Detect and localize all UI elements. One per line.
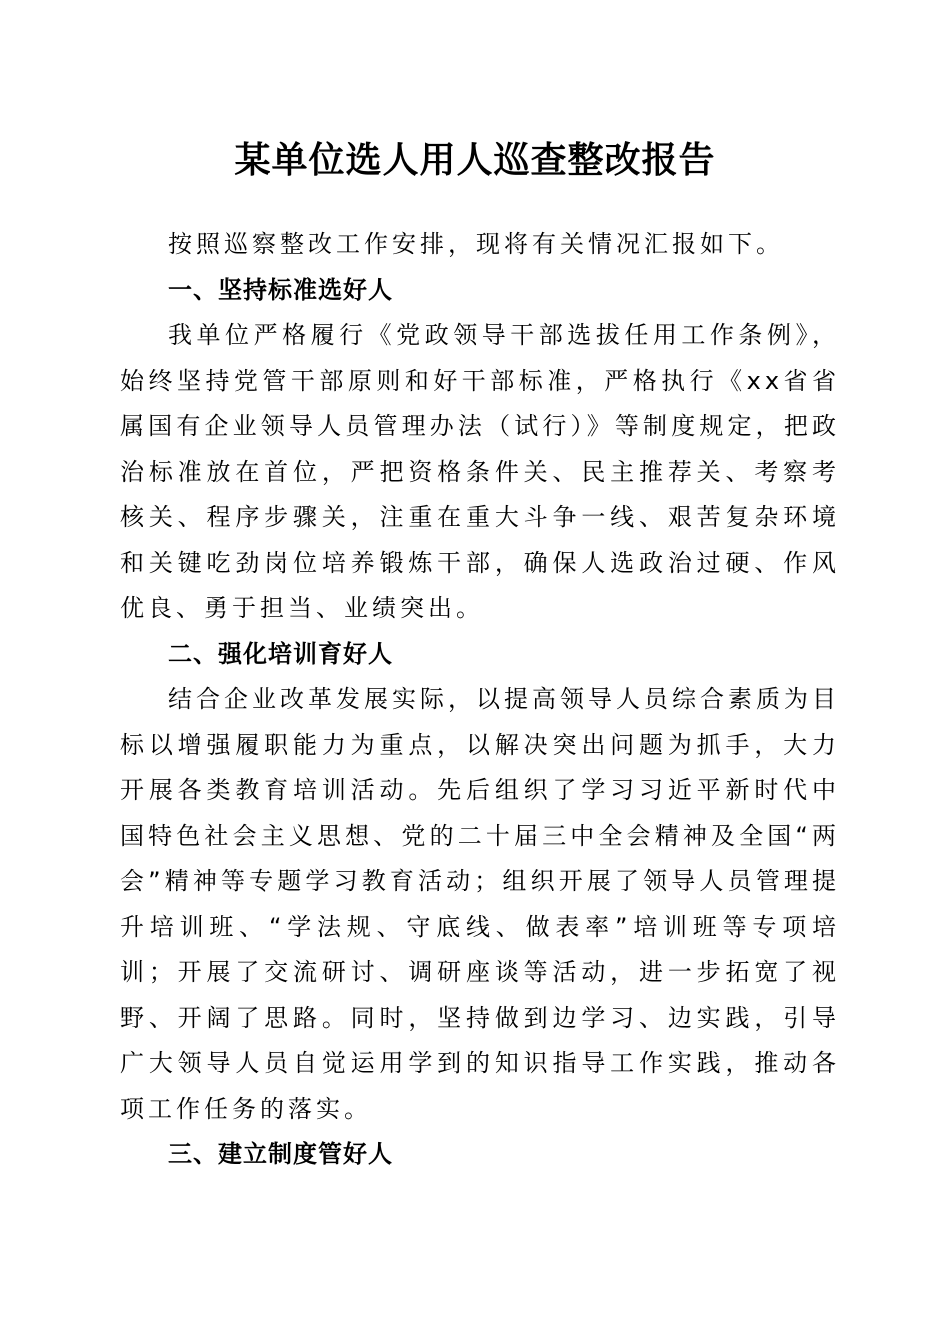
- section-heading-1: 一、坚持标准选好人: [168, 275, 393, 304]
- document-body: [120, 222, 840, 1178]
- section-paragraph-1: 我单位严格履行《党政领导干部选拔任用工作条例》，始终坚持党管干部原则和好干部标准，严格执行《xx省省属国有企业领导人员管理办法（试行）》等制度规定，把政治标准放在首位，严把资格条件关、民主推荐关、考察考核关、程序步骤关，注重在重大斗争一线、艰苦复杂环境和关键吃劲岗位培养锻炼干部，确保人选政治过硬、作风优良、勇于担当、业绩突出。: [120, 321, 840, 622]
- section-paragraph-2: 结合企业改革发展实际，以提高领导人员综合素质为目标以增强履职能力为重点，以解决突出问题为抓手，大力开展各类教育培训活动。先后组织了学习习近平新时代中国特色社会主义思想、党的二十届三中全会精神及全国“两会”精神等专题学习教育活动；组织开展了领导人员管理提升培训班、“学法规、守底线、做表率”培训班等专项培训；开展了交流研讨、调研座谈等活动，进一步拓宽了视野、开阔了思路。同时，坚持做到边学习、边实践，引导广大领导人员自觉运用学到的知识指导工作实践，推动各项工作任务的落实。: [120, 685, 840, 1123]
- document-title: 某单位选人用人巡查整改报告: [234, 139, 716, 181]
- section-heading-3: 三、建立制度管好人: [168, 1140, 393, 1168]
- intro-paragraph: 按照巡察整改工作安排，现将有关情况汇报如下。: [168, 230, 784, 258]
- section-heading-2: 二、强化培训育好人: [168, 639, 393, 668]
